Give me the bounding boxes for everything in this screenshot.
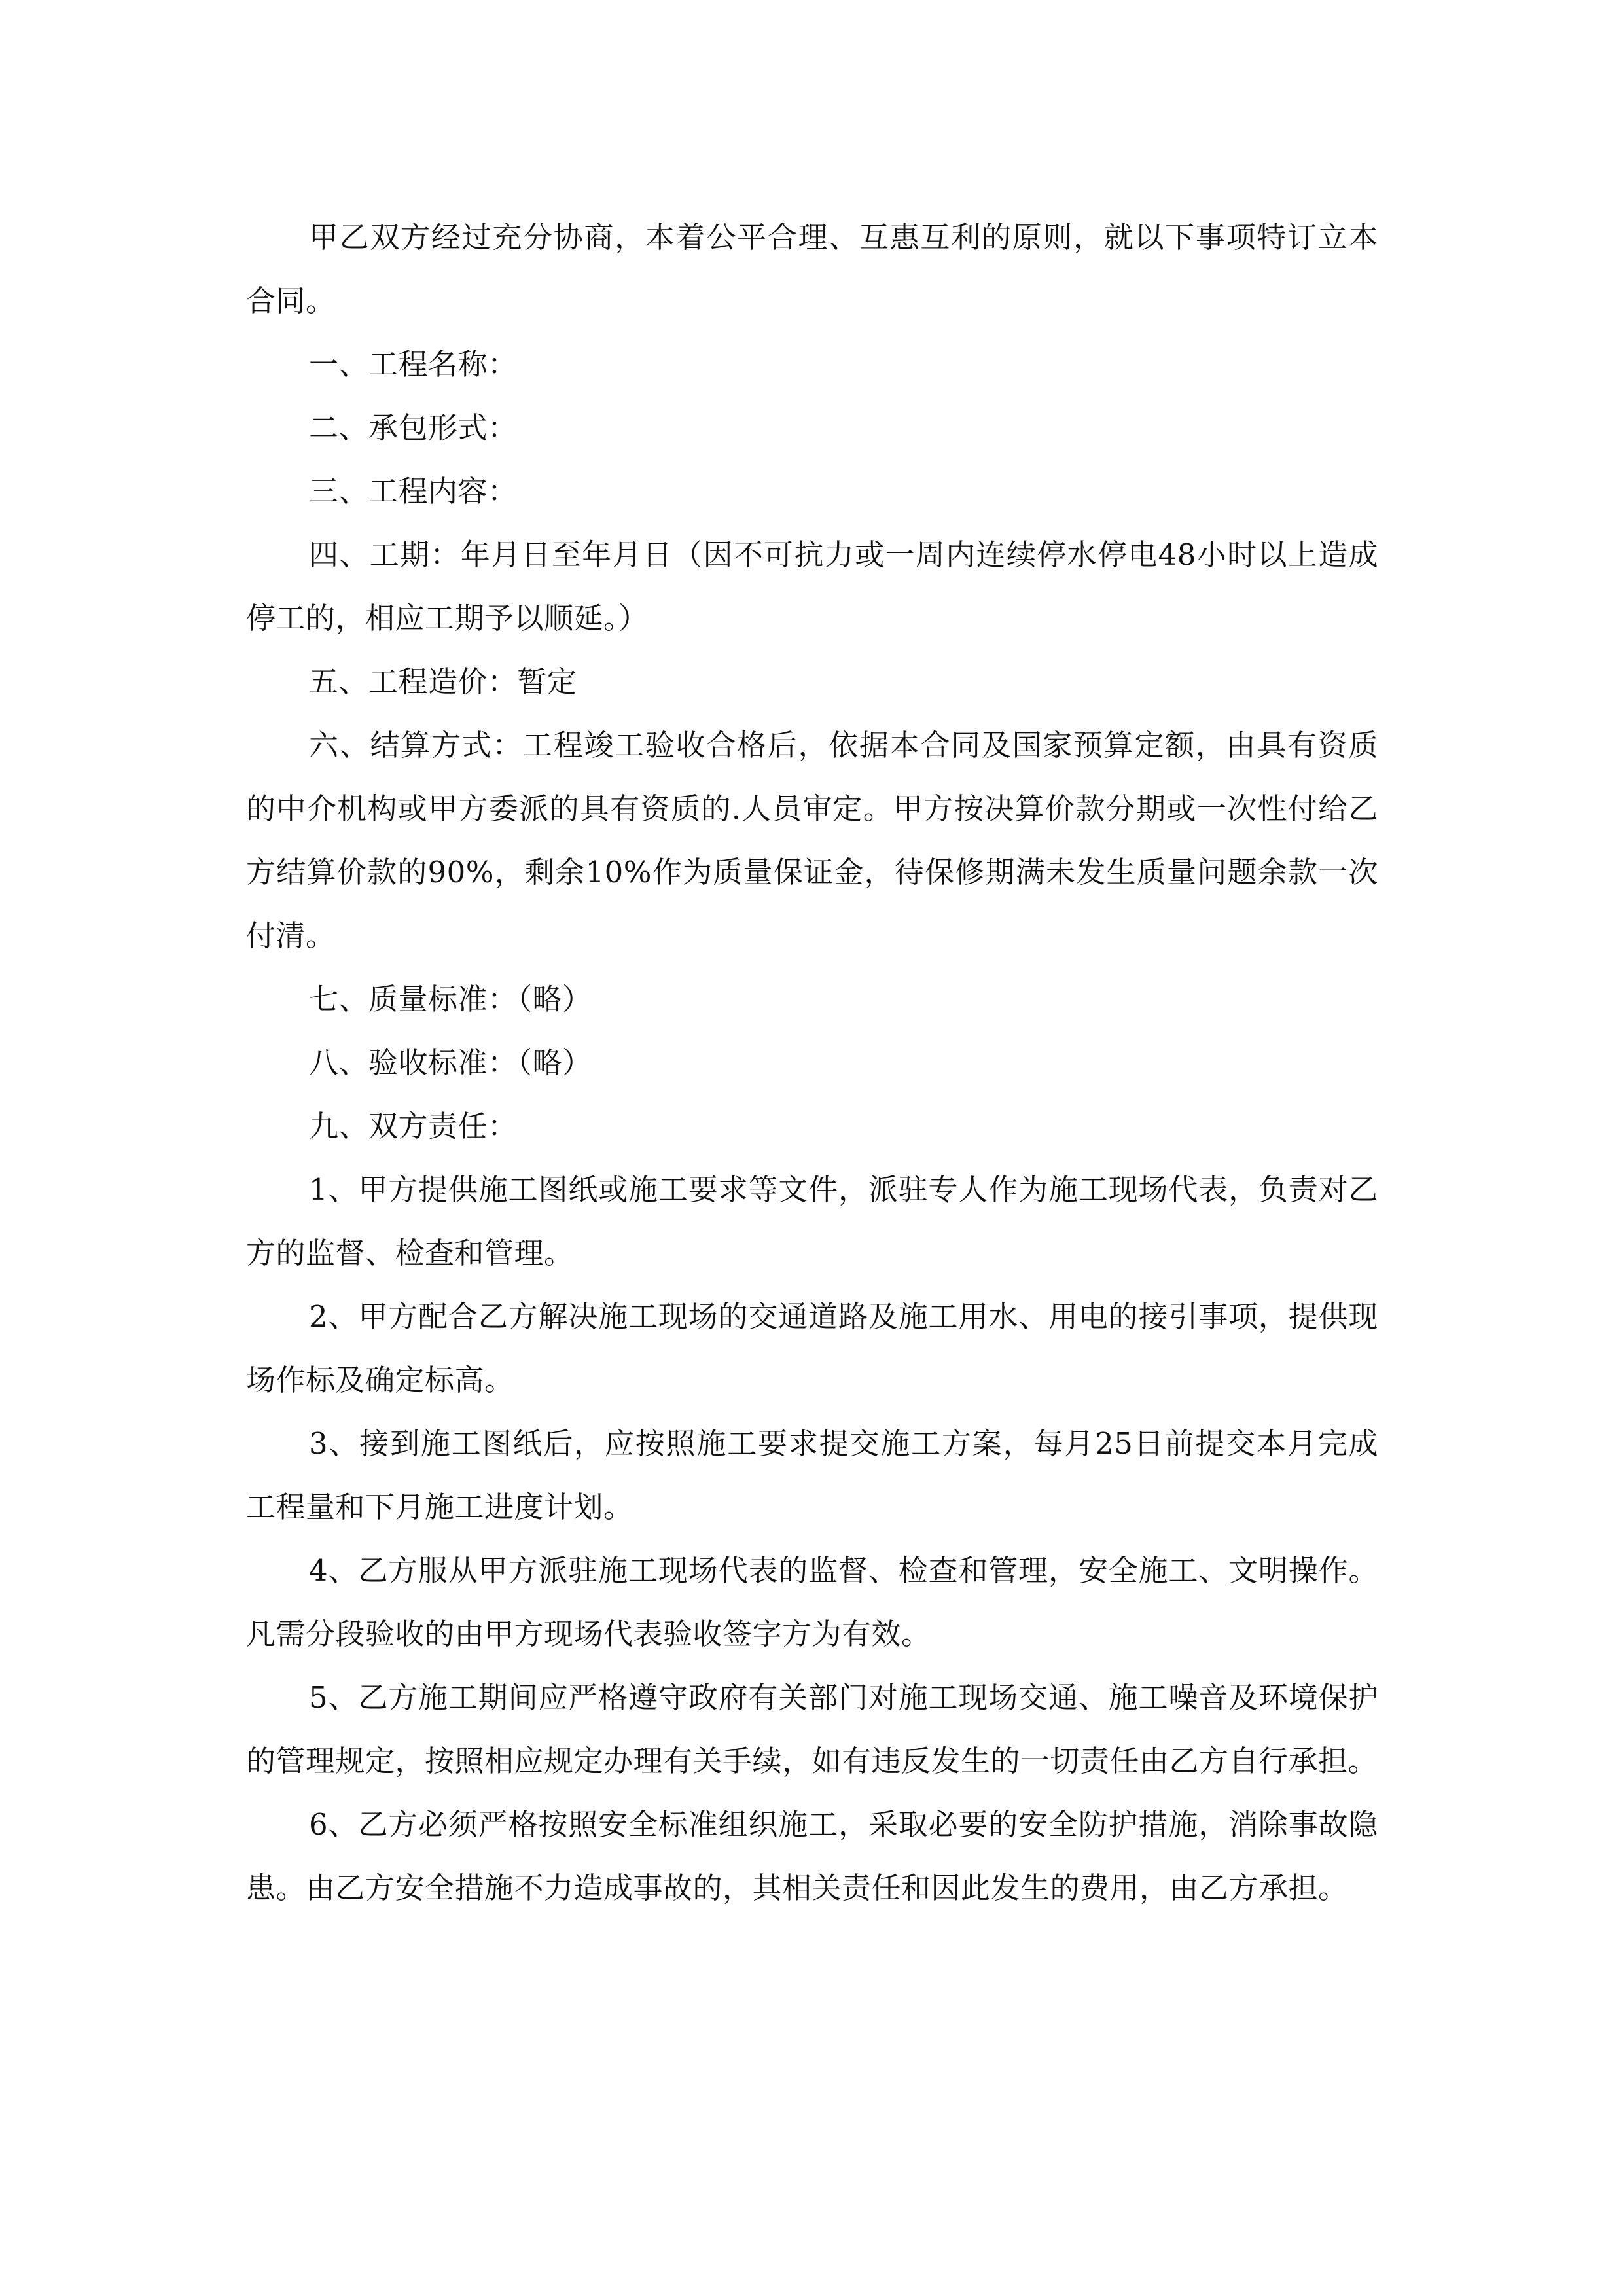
paragraph-quality-standard: 七、质量标准：（略） — [309, 982, 592, 1016]
paragraph-acceptance-standard: 八、验收标准：（略） — [309, 1045, 592, 1080]
paragraph-schedule: 四、工期：年月日至年月日（因不可抗力或一周内连续停水停电48小时以上造成停工的，相应工期予以顺延。） — [246, 537, 1378, 636]
paragraph-project-name: 一、工程名称： — [309, 347, 518, 382]
paragraph-clause-3: 3、接到施工图纸后，应按照施工要求提交施工方案，每月25日前提交本月完成工程量和下月施工进度计划。 — [246, 1426, 1378, 1524]
paragraph-contract-form: 二、承包形式： — [309, 410, 518, 445]
paragraph-intro: 甲乙双方经过充分协商，本着公平合理、互惠互利的原则，就以下事项特订立本合同。 — [246, 220, 1378, 318]
paragraph-clause-6: 6、乙方必须严格按照安全标准组织施工，采取必要的安全防护措施，消除事故隐患。由乙方安全措施不力造成事故的，其相关责任和因此发生的费用，由乙方承担。 — [246, 1807, 1378, 1905]
paragraph-clause-1: 1、甲方提供施工图纸或施工要求等文件，派驻专人作为施工现场代表，负责对乙方的监督、检查和管理。 — [246, 1172, 1378, 1270]
paragraph-clause-4: 4、乙方服从甲方派驻施工现场代表的监督、检查和管理，安全施工、文明操作。凡需分段验收的由甲方现场代表验收签字方为有效。 — [246, 1553, 1378, 1651]
paragraph-project-cost: 五、工程造价：暂定 — [309, 664, 577, 699]
paragraph-responsibilities: 九、双方责任： — [309, 1109, 518, 1143]
paragraph-clause-5: 5、乙方施工期间应严格遵守政府有关部门对施工现场交通、施工噪音及环境保护的管理规定，按照相应规定办理有关手续，如有违反发生的一切责任由乙方自行承担。 — [246, 1680, 1378, 1778]
paragraph-project-content: 三、工程内容： — [309, 474, 518, 509]
contract-body — [246, 206, 1378, 1920]
paragraph-settlement: 六、结算方式：工程竣工验收合格后，依据本合同及国家预算定额，由具有资质的中介机构或甲方委派的具有资质的.人员审定。甲方按决算价款分期或一次性付给乙方结算价款的90%，剩余10%作为质量保证金，待保修期满未发生质量问题余款一次付清。 — [246, 728, 1378, 953]
paragraph-clause-2: 2、甲方配合乙方解决施工现场的交通道路及施工用水、用电的接引事项，提供现场作标及确定标高。 — [246, 1299, 1378, 1397]
